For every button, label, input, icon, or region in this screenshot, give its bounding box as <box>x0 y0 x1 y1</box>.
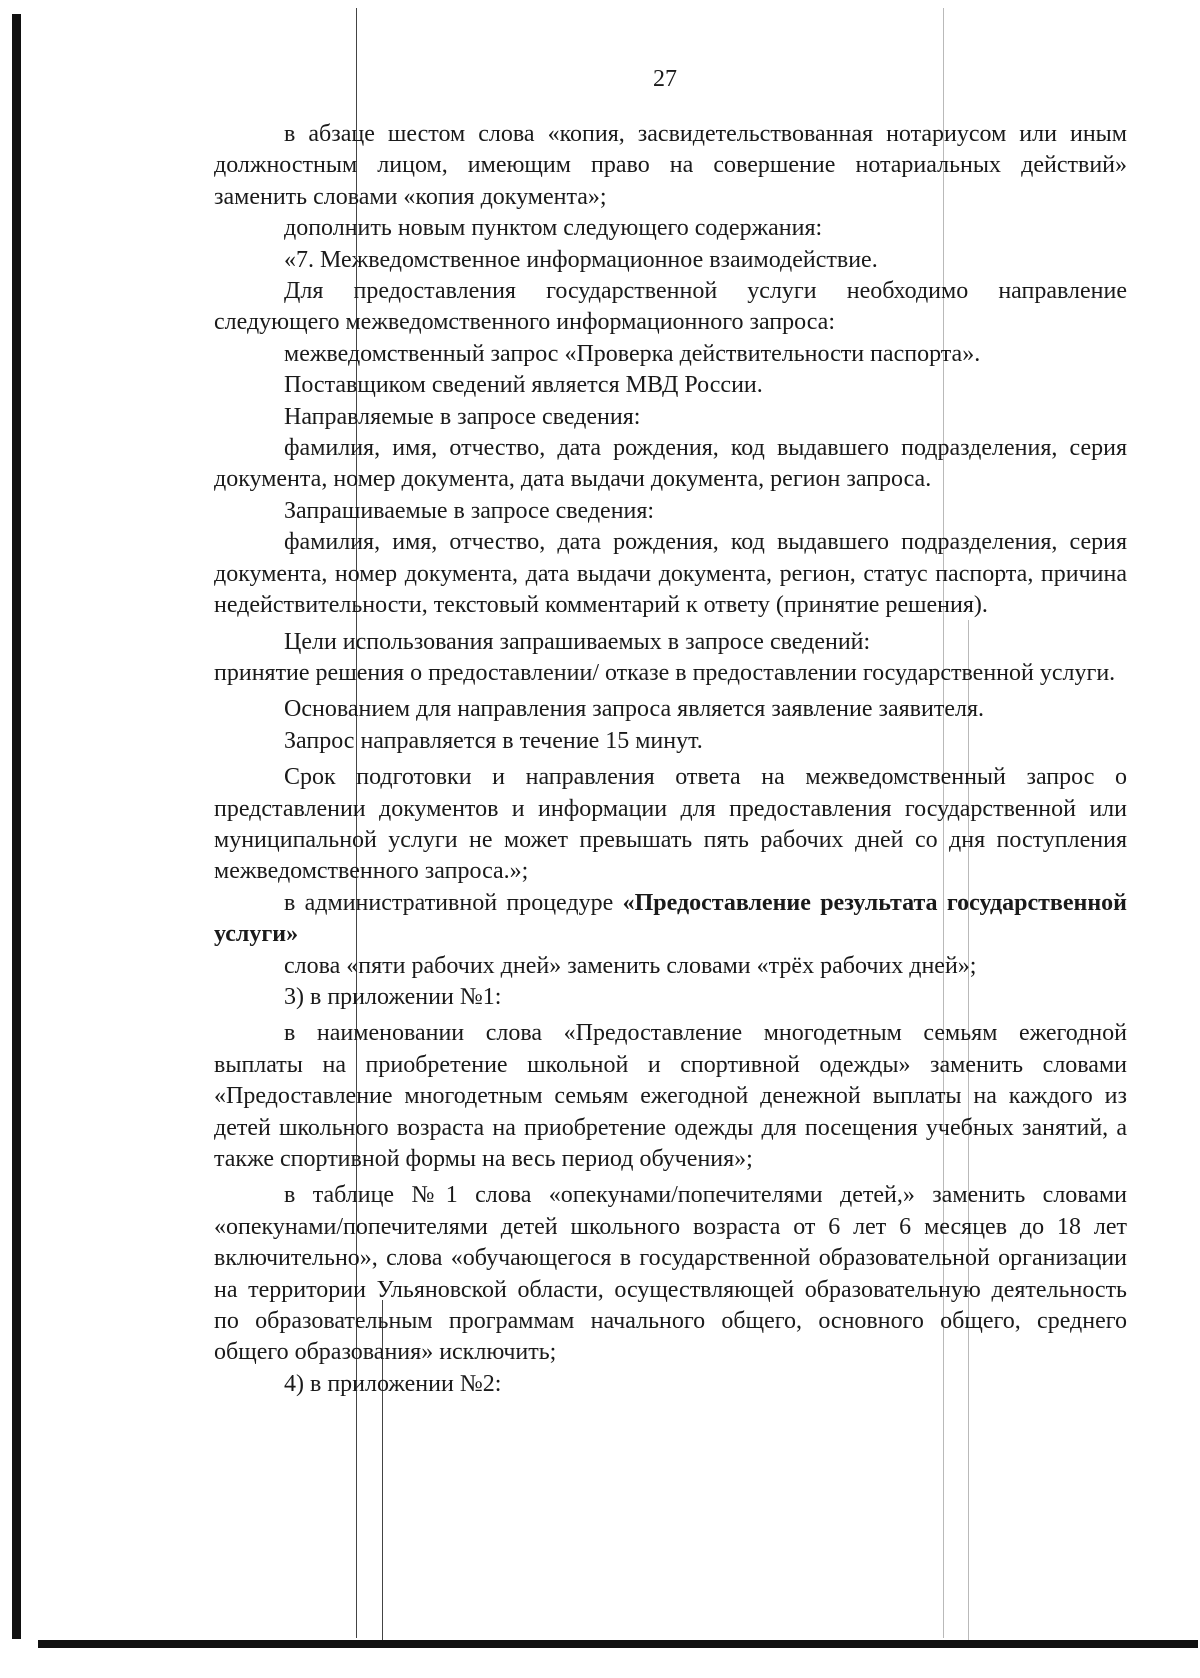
paragraph: 3) в приложении №1: <box>284 983 502 1010</box>
paragraph: Направляемые в запросе сведения: <box>284 403 641 430</box>
paragraph: межведомственный запрос «Проверка действительности паспорта». <box>284 340 981 367</box>
document-body <box>214 119 1127 1400</box>
paragraph: в абзаце шестом слова «копия, засвидетельствованная нотариусом или иным должностным лицом, имеющим право на совершение нотариальных действий» заменить словами «копия документа»; <box>214 121 1127 210</box>
paragraph: фамилия, имя, отчество, дата рождения, код выдавшего подразделения, серия документа, номер документа, дата выдачи документа, регион запроса. <box>214 435 1127 493</box>
page-number: 27 <box>653 66 677 92</box>
scan-edge-left <box>12 14 21 1639</box>
paragraph: Для предоставления государственной услуги необходимо направление следующего межведомственного информационного запроса: <box>214 278 1127 336</box>
paragraph: в таблице №1 слова «опекунами/попечителями детей,» заменить словами «опекунами/попечителями детей школьного возраста от 6 лет 6 месяцев до 18 лет включительно», слова «обучающегося в государственной образовательной организации на территории Ульяновской области, осуществляющей образовательную деятельность по образовательным программам начального общего, основного общего, среднего общего образования» исключить; <box>214 1182 1127 1366</box>
paragraph: Запрос направляется в течение 15 минут. <box>284 727 703 754</box>
paragraph: фамилия, имя, отчество, дата рождения, код выдавшего подразделения, серия документа, номер документа, дата выдачи документа, регион, статус паспорта, причина недействительности, текстовый комментарий к ответу (принятие решения). <box>214 529 1127 619</box>
paragraph: Цели использования запрашиваемых в запросе сведений: <box>284 628 871 655</box>
paragraph: дополнить новым пунктом следующего содержания: <box>284 215 823 242</box>
paragraph: принятие решения о предоставлении/ отказе в предоставлении государственной услуги. <box>214 659 1116 686</box>
paragraph: в наименовании слова «Предоставление многодетным семьям ежегодной выплаты на приобретение школьной и спортивной одежды» заменить словами «Предоставление многодетным семьям ежегодной денежной выплаты на каждого из детей школьного возраста на приобретение одежды для посещения учебных занятий, а также спортивной формы на весь период обучения»; <box>214 1020 1127 1172</box>
paragraph: 4) в приложении №2: <box>284 1370 502 1397</box>
paragraph: Поставщиком сведений является МВД России. <box>284 372 763 399</box>
paragraph: Запрашиваемые в запросе сведения: <box>284 497 655 524</box>
scan-edge-bottom <box>38 1640 1198 1648</box>
paragraph: Срок подготовки и направления ответа на межведомственный запрос о представлении документов и информации для предоставления государственной или муниципальной услуги не может превышать пять рабочих дней со дня поступления межведомственного запроса.»; <box>214 764 1127 885</box>
paragraph-text: в административной процедуре <box>284 889 614 916</box>
paragraph-bold-text: «Предоставление результата государственной услуги» <box>214 889 1128 948</box>
paragraph <box>214 888 1127 951</box>
paragraph: Основанием для направления запроса является заявление заявителя. <box>284 696 985 723</box>
paragraph: слова «пяти рабочих дней» заменить словами «трёх рабочих дней»; <box>284 952 977 979</box>
paragraph: «7. Межведомственное информационное взаимодействие. <box>284 246 878 273</box>
